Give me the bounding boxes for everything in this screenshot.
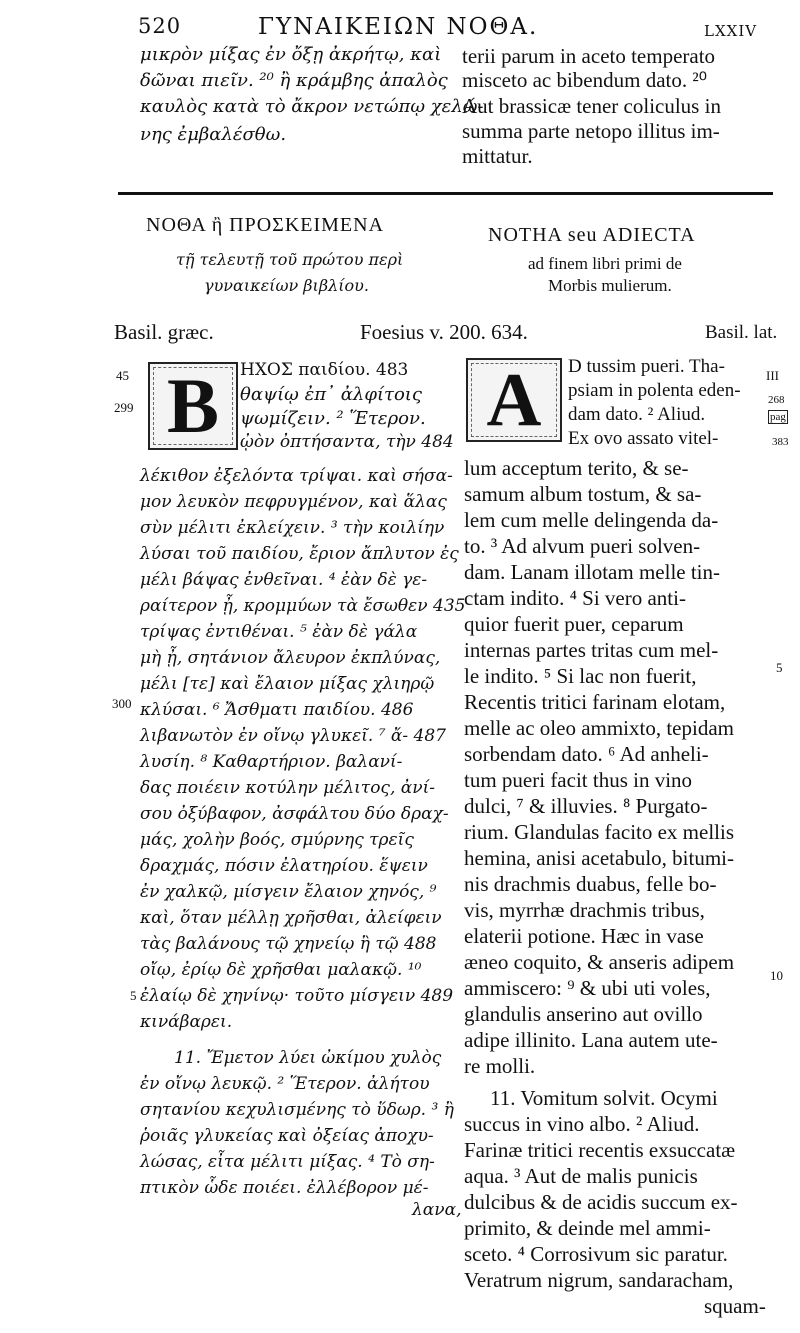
margin-number: 45 [116,368,129,383]
greek-line: τρίψας ἐντιθέναι. ⁵ ἐὰν δὲ γάλα [140,622,418,642]
latin-line: Veratrum nigrum, sandaracham, [464,1268,734,1292]
greek-line: καυλὸς κατὰ τὸ ἄκρον νετώπῳ χελώ- [140,96,484,117]
latin-line: sceto. ⁴ Corrosivum sic paratur. [464,1242,728,1266]
latin-line: glandulis anserino aut ovillo [464,1002,703,1026]
greek-line: λιβανωτὸν ἐν οἴνῳ γλυκεῖ. ⁷ ἄ- 487 [140,726,446,746]
latin-line: summa parte netopo illitus im- [462,119,720,143]
greek-line: κινάβαρει. [140,1012,233,1032]
latin-line: le indito. ⁵ Si lac non fuerit, [464,664,697,688]
margin-number: 10 [770,968,783,983]
latin-line: D tussim pueri. Tha- [568,356,725,377]
latin-line: psiam in polenta eden- [568,380,741,401]
latin-line: primito, & deinde mel ammi- [464,1216,711,1240]
greek-line: μάς, χολὴν βοός, σμύρνης τρεῖς [140,830,414,850]
latin-line: vis, myrrhæ drachmis tribus, [464,898,705,922]
latin-line: Ex ovo assato vitel- [568,428,719,449]
greek-line: θαψίῳ ἐπ᾽ ἀλφίτοις [240,384,422,405]
greek-line: δραχμάς, πόσιν ἐλατηρίου. ἕψειν [140,856,428,876]
greek-line: μικρὸν μίξας ἐν ὄξῃ ἀκρήτῳ, καὶ [140,44,442,65]
latin-line: succus in vino albo. ² Aliud. [464,1112,700,1136]
latin-line: re molli. [464,1054,536,1078]
latin-line: Farinæ tritici recentis exsuccatæ [464,1138,736,1162]
greek-line: ραίτερον ᾖ, κρομμύων τὰ ἔσωθεν 435 [140,596,466,616]
greek-line: δῶναι πιεῖν. ²⁰ ἢ κράμβης ἁπαλὸς [140,70,448,91]
latin-line: tum pueri facit thus in vino [464,768,693,792]
latin-line: misceto ac bibendum dato. ²⁰ [462,68,708,92]
latin-line: Recentis tritici farinam elotam, [464,690,726,714]
greek-line: ῥοιᾶς γλυκείας καὶ ὀξείας ἀποχυ- [140,1126,434,1146]
greek-line: ἐν χαλκῷ, μίσγειν ἔλαιον χηνός, ⁹ [140,882,437,902]
top-latin-block [462,44,762,174]
greek-line: μὴ ᾖ, σητάνιον ἄλευρον ἐκπλύνας, [140,648,441,668]
latin-column [464,356,769,1266]
margin-number: 300 [112,696,132,711]
latin-line: terii parum in aceto temperato [462,44,716,68]
latin-line: lum acceptum terito, & se- [464,456,689,480]
ref-basil-lat: Basil. lat. [705,322,778,343]
greek-line: 11. Ἔμετον λύει ὠκίμου χυλὸς [174,1048,442,1068]
latin-line: dam dato. ² Aliud. [568,404,706,425]
greek-line: σου ὀξύβαφον, ἀσφάλτου δύο δραχ- [140,804,449,824]
latin-line: to. ³ Ad alvum pueri solven- [464,534,701,558]
margin-number: 5 [776,660,783,675]
latin-line: Aut brassicæ tener coliculus in [462,94,721,118]
greek-line: ᾠὸν ὀπτήσαντα, τὴν 484 [240,432,454,452]
margin-number: 299 [114,400,134,415]
latin-line: nis drachmis duabus, felle bo- [464,872,717,896]
latin-line: elaterii potione. Hæc in vase [464,924,704,948]
ref-basil-graec: Basil. græc. [114,320,214,344]
latin-line: lem cum melle delingenda da- [464,508,719,532]
latin-subheading: ad finem libri primi de [528,254,682,273]
greek-line: οἴῳ, ἐρίῳ δὲ χρῆσθαι μαλακῷ. ¹⁰ [140,960,422,980]
running-title: ΓΥΝΑΙΚΕΙΩΝ ΝΟΘΑ. [258,14,539,40]
latin-catchword: squam- [704,1294,766,1318]
margin-number: 5 [130,988,137,1003]
latin-line: ammiscero: ⁹ & ubi uti voles, [464,976,711,1000]
latin-subheading: Morbis mulierum. [548,276,672,295]
greek-subheading: τῇ τελευτῇ τοῦ πρώτου περὶ [176,250,404,269]
top-greek-block [140,44,484,154]
greek-line: σητανίου κεχυλισμένης τὸ ὕδωρ. ³ ἢ [140,1100,454,1120]
latin-line: adipe illinito. Lana autem ute- [464,1028,718,1052]
greek-line: ἐλαίῳ δὲ χηνίνῳ· τοῦτο μίσγειν 489 [140,986,454,1006]
margin-number: 268 [768,394,785,406]
greek-line: λέκιθον ἐξελόντα τρίψαι. καὶ σήσα- [140,466,453,486]
greek-line: κλύσαι. ⁶ Ἄσθματι παιδίου. 486 [140,700,414,720]
section-divider [118,192,773,195]
latin-line: samum album tostum, & sa- [464,482,702,506]
greek-line: λύσαι τοῦ παιδίου, ἔριον ἄπλυτον ἐς [140,544,459,564]
greek-line: σὺν μέλιτι ἐκλείχειν. ³ τὴν κοιλίην [140,518,445,538]
greek-line: λυσίη. ⁸ Καθαρτήριον. βαλανί- [140,752,403,772]
greek-line: ἐν οἴνῳ λευκῷ. ² Ἕτερον. ἀλήτου [140,1074,430,1094]
greek-line: μέλι βάψας ἐνθεῖναι. ⁴ ἐὰν δὲ γε- [140,570,428,590]
greek-line: καὶ, ὅταν μέλλῃ χρῆσθαι, ἀλείφειν [140,908,442,928]
greek-line: δας ποιέειν κοτύλην μέλιτος, ἀνί- [140,778,435,798]
latin-line: ctam indito. ⁴ Si vero anti- [464,586,686,610]
greek-line: ΗΧΟΣ παιδίου. 483 [240,360,409,380]
latin-line: aqua. ³ Aut de malis punicis [464,1164,698,1188]
greek-line: μέλι [τε] καὶ ἔλαιον μίξας χλιηρῷ [140,674,435,694]
latin-line: mittatur. [462,144,533,168]
latin-line: hemina, anisi acetabulo, bitumi- [464,846,735,870]
margin-number: pag [770,411,786,423]
greek-line: μον λευκὸν πεφρυγμένον, καὶ ἅλας [140,492,447,512]
greek-line: νης ἐμβαλέσθω. [140,124,287,145]
margin-number: 383 [772,436,789,448]
greek-line: πτικὸν ὧδε ποιέει. ἐλλέβορον μέ- [140,1178,429,1198]
latin-line: rium. Glandulas facito ex mellis [464,820,735,844]
greek-heading: ΝΟΘΑ ἢ ΠΡΟΣΚΕΙΜΕΝΑ [146,214,385,236]
latin-line: æneo coquito, & anseris adipem [464,950,735,974]
latin-line: sorbendam dato. ⁶ Ad anheli- [464,742,709,766]
latin-line: melle ac oleo ammixto, tepidam [464,716,734,740]
latin-line: dulci, ⁷ & illuvies. ⁸ Purgato- [464,794,708,818]
margin-number: III [766,368,779,383]
latin-line: internas partes tritas cum mel- [464,638,719,662]
page-number: 520 [138,14,182,38]
ref-foesius: Foesius v. 200. 634. [360,320,528,344]
greek-line: ψωμίζειν. ² Ἕτερον. [240,408,426,429]
latin-line: 11. Vomitum solvit. Ocymi [490,1086,718,1110]
latin-line: dulcibus & de acidis succum ex- [464,1190,738,1214]
greek-line: λανα, [412,1200,462,1220]
latin-line: dam. Lanam illotam melle tin- [464,560,721,584]
greek-subheading: γυναικείων βιβλίου. [204,276,369,295]
dropcap-letter: A [486,358,542,442]
latin-line: quior fuerit puer, ceparum [464,612,684,636]
greek-line: λώσας, εἶτα μέλιτι μίξας. ⁴ Τὸ ση- [140,1152,435,1172]
greek-column [140,360,466,1220]
section-number: LXXIV [704,22,758,40]
dropcap-letter: B [166,362,220,449]
greek-line: τὰς βαλάνους τῷ χηνείῳ ἢ τῷ 488 [140,934,437,954]
latin-heading: NOTHA seu ADIECTA [488,224,696,246]
